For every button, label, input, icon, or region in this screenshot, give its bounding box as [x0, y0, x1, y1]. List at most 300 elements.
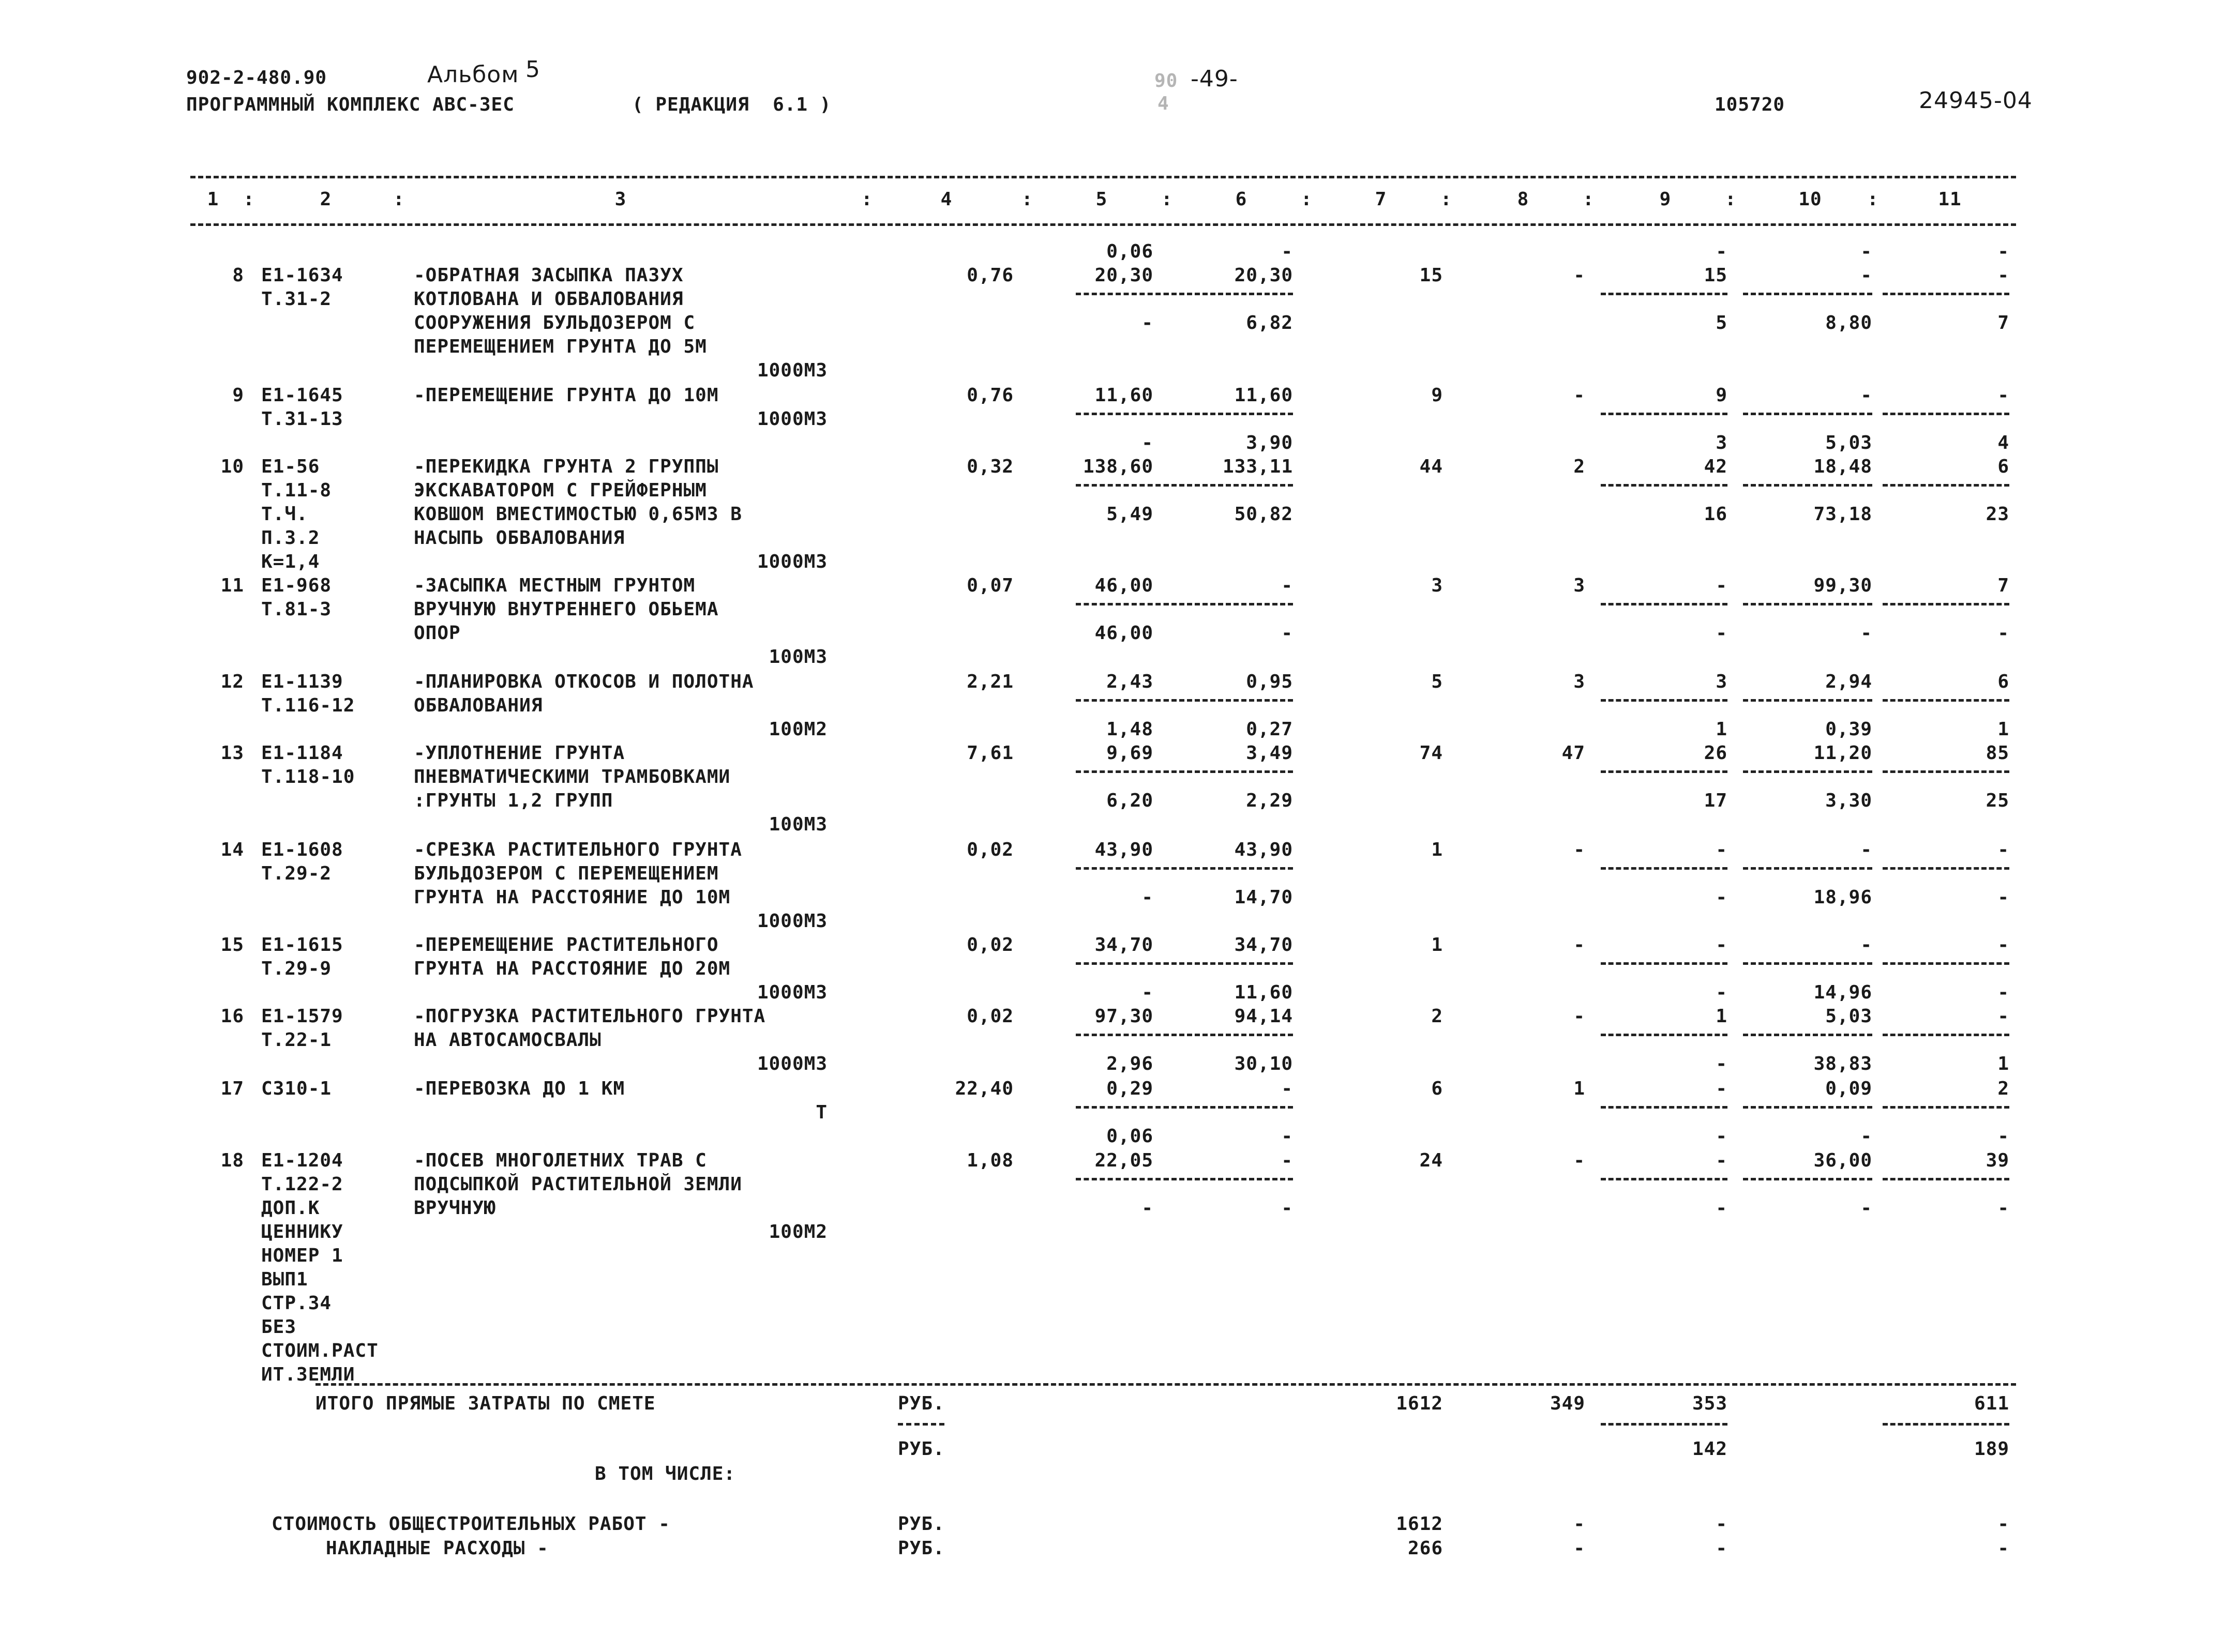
totals-labor-col9: 142 — [1692, 1438, 1727, 1460]
row-labor-value-l9: - — [1716, 982, 1727, 1003]
row-value-c5: 2,43 — [1106, 671, 1153, 692]
row-value-c9: 9 — [1716, 385, 1727, 406]
row-value-c10: 36,00 — [1813, 1150, 1872, 1171]
row-code-line: ДОП.К — [261, 1198, 320, 1219]
doc-code: 902-2-480.90 — [186, 67, 327, 88]
row-labor-value-l11: 7 — [1997, 312, 2009, 334]
code-2: 24945-04 — [1919, 87, 2033, 114]
column-separator: : — [1440, 189, 1452, 210]
cell-divider — [1076, 293, 1177, 295]
row-unit: 1000М3 — [757, 360, 828, 381]
row-value-c8: 3 — [1573, 575, 1585, 596]
row-description-line: ПНЕВМАТИЧЕСКИМИ ТРАМБОВКАМИ — [414, 766, 731, 787]
row-code-line: К=1,4 — [261, 551, 320, 572]
row-labor-value-l10: 8,80 — [1825, 312, 1872, 334]
cell-divider — [1164, 293, 1293, 295]
row-value-c8: - — [1573, 1150, 1585, 1171]
row-unit: 100М2 — [769, 719, 828, 740]
row-labor-value-l5: 1,48 — [1106, 719, 1153, 740]
row-value-c6: 34,70 — [1234, 934, 1293, 956]
cell-divider — [1601, 293, 1727, 295]
row-value-c6: - — [1281, 1078, 1293, 1099]
column-separator: : — [861, 189, 873, 210]
cell-divider — [1601, 1106, 1727, 1109]
row-pre-value: - — [1281, 241, 1293, 262]
row-value-c11: 85 — [1986, 742, 2009, 764]
row-unit: 100М3 — [769, 646, 828, 668]
row-value-c7: 1 — [1431, 839, 1443, 860]
cell-divider — [1743, 293, 1872, 295]
column-header-10: 10 — [1798, 189, 1822, 210]
row-code-line: Т.29-9 — [261, 958, 332, 979]
row-description-line: -ПОГРУЗКА РАСТИТЕЛЬНОГО ГРУНТА — [414, 1006, 766, 1027]
faint-mark-2: 4 — [1157, 93, 1169, 114]
column-separator: : — [1301, 189, 1313, 210]
cell-divider — [1743, 1034, 1872, 1036]
overhead-col7: 266 — [1407, 1538, 1443, 1559]
column-header-6: 6 — [1235, 189, 1247, 210]
row-labor-value-l9: - — [1716, 1053, 1727, 1074]
row-value-c11: - — [1997, 934, 2009, 956]
row-description-line: -УПЛОТНЕНИЕ ГРУНТА — [414, 742, 625, 764]
row-value-c8: - — [1573, 265, 1585, 286]
row-value-c4: 0,76 — [967, 265, 1014, 286]
row-description-line: ПЕРЕМЕЩЕНИЕМ ГРУНТА ДО 5М — [414, 336, 707, 357]
row-number: 8 — [232, 265, 244, 286]
row-unit: 100М2 — [769, 1221, 828, 1242]
row-value-c9: 1 — [1716, 1006, 1727, 1027]
row-value-c11: 7 — [1997, 575, 2009, 596]
totals-col11: 611 — [1974, 1393, 2009, 1414]
row-unit: 1000М3 — [757, 911, 828, 932]
row-code-line: Т.29-2 — [261, 863, 332, 884]
cell-divider — [1076, 1106, 1177, 1109]
row-value-c4: 0,02 — [967, 934, 1014, 956]
row-value-c4: 0,02 — [967, 1006, 1014, 1027]
row-labor-value-l9: 17 — [1704, 790, 1727, 811]
row-value-c8: 3 — [1573, 671, 1585, 692]
row-value-c7: 1 — [1431, 934, 1443, 956]
including-label: В ТОМ ЧИСЛЕ: — [595, 1463, 736, 1484]
row-value-c9: - — [1716, 1150, 1727, 1171]
column-header-1: 1 — [207, 189, 219, 210]
totals-currency: РУБ. — [898, 1393, 945, 1414]
row-description-line: НА АВТОСАМОСВАЛЫ — [414, 1029, 602, 1051]
row-description-line: ГРУНТА НА РАССТОЯНИЕ ДО 10М — [414, 887, 731, 908]
cell-divider — [1164, 962, 1293, 965]
cell-divider — [1883, 1034, 2009, 1036]
row-description-line: -ПЕРЕМЕЩЕНИЕ РАСТИТЕЛЬНОГО — [414, 934, 719, 956]
row-description-line: БУЛЬДОЗЕРОМ С ПЕРЕМЕЩЕНИЕМ — [414, 863, 719, 884]
row-number: 16 — [220, 1006, 244, 1027]
faint-mark: 90 — [1154, 70, 1178, 92]
cell-divider — [1601, 699, 1727, 702]
totals-label: ИТОГО ПРЯМЫЕ ЗАТРАТЫ ПО СМЕТЕ — [315, 1393, 656, 1414]
column-header-9: 9 — [1659, 189, 1672, 210]
row-description-line: КОВШОМ ВМЕСТИМОСТЬЮ 0,65М3 В — [414, 504, 742, 525]
cell-divider — [1743, 1106, 1872, 1109]
row-value-c5: 46,00 — [1094, 575, 1153, 596]
row-code-line: Т.81-3 — [261, 599, 332, 620]
row-value-c9: - — [1716, 575, 1727, 596]
cell-divider — [1601, 1034, 1727, 1036]
cell-divider — [1743, 962, 1872, 965]
row-value-c8: - — [1573, 934, 1585, 956]
totals-currency-rule — [898, 1423, 944, 1426]
album-word: Альбом — [427, 62, 519, 88]
row-code-line: П.3.2 — [261, 527, 320, 549]
row-value-c6: 20,30 — [1234, 265, 1293, 286]
row-value-c7: 9 — [1431, 385, 1443, 406]
column-header-5: 5 — [1095, 189, 1108, 210]
row-description-line: -ЗАСЫПКА МЕСТНЫМ ГРУНТОМ — [414, 575, 696, 596]
cell-divider — [1601, 962, 1727, 965]
row-value-c8: 2 — [1573, 456, 1585, 477]
row-labor-value-l11: - — [1997, 887, 2009, 908]
row-value-c11: - — [1997, 839, 2009, 860]
row-unit: 1000М3 — [757, 982, 828, 1003]
row-value-c6: - — [1281, 1150, 1293, 1171]
row-description-line: :ГРУНТЫ 1,2 ГРУПП — [414, 790, 613, 811]
row-description-line: -ПОСЕВ МНОГОЛЕТНИХ ТРАВ С — [414, 1150, 707, 1171]
row-value-c9: - — [1716, 934, 1727, 956]
column-header-2: 2 — [320, 189, 332, 210]
row-value-c10: 5,03 — [1825, 1006, 1872, 1027]
cell-divider — [1883, 1178, 2009, 1180]
row-description-line: КОТЛОВАНА И ОБВАЛОВАНИЯ — [414, 289, 684, 310]
row-labor-value-l10: 14,96 — [1813, 982, 1872, 1003]
row-unit: 1000М3 — [757, 408, 828, 430]
column-separator: : — [1867, 189, 1879, 210]
row-value-c8: - — [1573, 1006, 1585, 1027]
row-value-c7: 3 — [1431, 575, 1443, 596]
row-description-line: -ПЕРЕМЕЩЕНИЕ ГРУНТА ДО 10М — [414, 385, 719, 406]
row-labor-value-l10: 38,83 — [1813, 1053, 1872, 1074]
row-value-c9: 3 — [1716, 671, 1727, 692]
row-labor-value-l6: 14,70 — [1234, 887, 1293, 908]
row-labor-value-l6: - — [1281, 1126, 1293, 1147]
cell-divider — [1743, 413, 1872, 415]
row-value-c11: 6 — [1997, 671, 2009, 692]
row-value-c5: 97,30 — [1094, 1006, 1153, 1027]
row-value-c7: 74 — [1419, 742, 1443, 764]
row-labor-value-l9: - — [1716, 1126, 1727, 1147]
row-labor-value-l5: 46,00 — [1094, 623, 1153, 644]
row-description-line: -ОБРАТНАЯ ЗАСЫПКА ПАЗУХ — [414, 265, 684, 286]
cell-divider — [1164, 1106, 1293, 1109]
row-value-c7: 15 — [1419, 265, 1443, 286]
row-value-c4: 0,32 — [967, 456, 1014, 477]
row-labor-value-l11: 4 — [1997, 432, 2009, 453]
row-code-line: Е1-1634 — [261, 265, 343, 286]
cell-divider — [1076, 770, 1177, 773]
column-header-3: 3 — [614, 189, 627, 210]
row-value-c10: - — [1860, 385, 1872, 406]
row-labor-value-l6: 30,10 — [1234, 1053, 1293, 1074]
general-works-col11: - — [1997, 1513, 2009, 1535]
page-number: -49- — [1191, 66, 1238, 92]
header-top-rule — [190, 176, 2016, 178]
row-value-c4: 0,76 — [967, 385, 1014, 406]
cell-divider — [1076, 484, 1177, 487]
row-code-line: Е1-1579 — [261, 1006, 343, 1027]
totals-col7: 1612 — [1396, 1393, 1443, 1414]
row-value-c9: - — [1716, 1078, 1727, 1099]
cell-divider — [1743, 603, 1872, 605]
row-value-c8: 47 — [1561, 742, 1585, 764]
row-code-line: Т.116-12 — [261, 695, 355, 716]
row-labor-value-l9: - — [1716, 1198, 1727, 1219]
album-number: 5 — [525, 56, 540, 83]
row-labor-value-l10: - — [1860, 623, 1872, 644]
row-value-c10: - — [1860, 839, 1872, 860]
cell-divider — [1164, 699, 1293, 702]
row-value-c10: - — [1860, 265, 1872, 286]
row-number: 17 — [220, 1078, 244, 1099]
row-number: 9 — [232, 385, 244, 406]
row-value-c11: 2 — [1997, 1078, 2009, 1099]
row-value-c11: - — [1997, 265, 2009, 286]
cell-divider — [1601, 484, 1727, 487]
row-value-c6: 94,14 — [1234, 1006, 1293, 1027]
row-code-line: Е1-56 — [261, 456, 320, 477]
row-code-line: Е1-1615 — [261, 934, 343, 956]
cell-divider — [1883, 770, 2009, 773]
row-value-c6: 3,49 — [1246, 742, 1293, 764]
row-code-line: ИТ.ЗЕМЛИ — [261, 1364, 355, 1385]
row-labor-value-l11: 25 — [1986, 790, 2009, 811]
row-code-line: СТР.34 — [261, 1293, 332, 1314]
totals-labor-col11: 189 — [1974, 1438, 2009, 1460]
row-value-c4: 2,21 — [967, 671, 1014, 692]
row-value-c8: - — [1573, 385, 1585, 406]
row-labor-value-l11: - — [1997, 982, 2009, 1003]
row-value-c9: 15 — [1704, 265, 1727, 286]
row-labor-value-l10: - — [1860, 1126, 1872, 1147]
row-value-c10: 99,30 — [1813, 575, 1872, 596]
row-labor-value-l9: 5 — [1716, 312, 1727, 334]
row-value-c6: - — [1281, 575, 1293, 596]
row-pre-value: 0,06 — [1106, 241, 1153, 262]
header-bottom-rule — [190, 223, 2016, 226]
row-value-c8: 1 — [1573, 1078, 1585, 1099]
row-value-c4: 0,02 — [967, 839, 1014, 860]
row-code-line: Е1-1645 — [261, 385, 343, 406]
row-value-c5: 0,29 — [1106, 1078, 1153, 1099]
row-labor-value-l11: - — [1997, 1198, 2009, 1219]
row-pre-value: - — [1997, 241, 2009, 262]
row-pre-value: - — [1860, 241, 1872, 262]
cell-divider — [1164, 413, 1293, 415]
row-labor-value-l11: 1 — [1997, 719, 2009, 740]
general-works-label: СТОИМОСТЬ ОБЩЕСТРОИТЕЛЬНЫХ РАБОТ - — [272, 1513, 670, 1535]
row-value-c11: - — [1997, 1006, 2009, 1027]
row-labor-value-l10: 73,18 — [1813, 504, 1872, 525]
row-value-c6: 0,95 — [1246, 671, 1293, 692]
edition: ( РЕДАКЦИЯ 6.1 ) — [632, 94, 832, 115]
general-works-col9: - — [1716, 1513, 1727, 1535]
row-value-c7: 5 — [1431, 671, 1443, 692]
cell-divider — [1076, 1034, 1177, 1036]
program-name: ПРОГРАММНЫЙ КОМПЛЕКС АВС-3ЕС — [186, 94, 515, 115]
row-labor-value-l5: - — [1141, 1198, 1153, 1219]
row-description-line: ВРУЧНУЮ — [414, 1198, 496, 1219]
row-description-line: ПОДСЫПКОЙ РАСТИТЕЛЬНОЙ ЗЕМЛИ — [414, 1174, 742, 1195]
row-description-line: ОПОР — [414, 623, 461, 644]
row-labor-value-l6: 11,60 — [1234, 982, 1293, 1003]
row-description-line: ВРУЧНУЮ ВНУТРЕННЕГО ОБЬЕМА — [414, 599, 719, 620]
row-value-c4: 22,40 — [955, 1078, 1014, 1099]
row-value-c10: - — [1860, 934, 1872, 956]
row-number: 12 — [220, 671, 244, 692]
row-description-line: НАСЫПЬ ОБВАЛОВАНИЯ — [414, 527, 625, 549]
row-value-c6: 43,90 — [1234, 839, 1293, 860]
cell-divider — [1743, 484, 1872, 487]
row-labor-value-l9: 1 — [1716, 719, 1727, 740]
row-labor-value-l5: 0,06 — [1106, 1126, 1153, 1147]
row-value-c5: 34,70 — [1094, 934, 1153, 956]
row-pre-value: - — [1716, 241, 1727, 262]
row-value-c10: 18,48 — [1813, 456, 1872, 477]
totals-rule — [315, 1383, 2016, 1386]
cell-divider — [1164, 1178, 1293, 1180]
cell-divider — [1601, 603, 1727, 605]
cell-divider — [1076, 699, 1177, 702]
row-value-c11: 39 — [1986, 1150, 2009, 1171]
cell-divider — [1076, 867, 1177, 870]
cell-divider — [1164, 484, 1293, 487]
row-unit: 1000М3 — [757, 1053, 828, 1074]
cell-divider — [1743, 867, 1872, 870]
row-value-c5: 9,69 — [1106, 742, 1153, 764]
column-separator: : — [1021, 189, 1033, 210]
row-number: 15 — [220, 934, 244, 956]
row-labor-value-l5: - — [1141, 982, 1153, 1003]
row-labor-value-l5: 5,49 — [1106, 504, 1153, 525]
row-description-line: ЭКСКАВАТОРОМ С ГРЕЙФЕРНЫМ — [414, 480, 707, 501]
row-value-c4: 1,08 — [967, 1150, 1014, 1171]
cell-divider — [1164, 867, 1293, 870]
cell-divider — [1601, 770, 1727, 773]
row-description-line: -СРЕЗКА РАСТИТЕЛЬНОГО ГРУНТА — [414, 839, 742, 860]
row-labor-value-l10: 0,39 — [1825, 719, 1872, 740]
row-labor-value-l5: 2,96 — [1106, 1053, 1153, 1074]
cell-divider — [1076, 603, 1177, 605]
totals-col11-rule — [1883, 1423, 2009, 1426]
row-labor-value-l11: 23 — [1986, 504, 2009, 525]
cell-divider — [1164, 1034, 1293, 1036]
row-code-line: СТОИМ.РАСТ — [261, 1340, 379, 1361]
row-description-line: -ПЕРЕКИДКА ГРУНТА 2 ГРУППЫ — [414, 456, 719, 477]
cell-divider — [1743, 1178, 1872, 1180]
row-labor-value-l9: - — [1716, 623, 1727, 644]
row-code-line: ВЫП1 — [261, 1269, 308, 1290]
row-value-c4: 0,07 — [967, 575, 1014, 596]
cell-divider — [1076, 413, 1177, 415]
row-value-c10: 2,94 — [1825, 671, 1872, 692]
cell-divider — [1601, 413, 1727, 415]
row-code-line: ЦЕННИКУ — [261, 1221, 343, 1242]
row-value-c4: 7,61 — [967, 742, 1014, 764]
row-code-line: Е1-1204 — [261, 1150, 343, 1171]
cell-divider — [1883, 962, 2009, 965]
row-labor-value-l11: - — [1997, 1126, 2009, 1147]
cell-divider — [1883, 867, 2009, 870]
row-value-c8: - — [1573, 839, 1585, 860]
row-labor-value-l9: 16 — [1704, 504, 1727, 525]
row-labor-value-l5: 6,20 — [1106, 790, 1153, 811]
row-code-line: Т.11-8 — [261, 480, 332, 501]
row-code-line: Е1-1139 — [261, 671, 343, 692]
row-value-c5: 138,60 — [1083, 456, 1153, 477]
row-labor-value-l11: - — [1997, 623, 2009, 644]
totals-col9-rule — [1601, 1423, 1727, 1426]
cell-divider — [1883, 293, 2009, 295]
cell-divider — [1164, 603, 1293, 605]
column-separator: : — [1725, 189, 1737, 210]
row-labor-value-l6: - — [1281, 623, 1293, 644]
cell-divider — [1743, 770, 1872, 773]
code-1: 105720 — [1715, 94, 1785, 115]
row-labor-value-l6: - — [1281, 1198, 1293, 1219]
row-number: 11 — [220, 575, 244, 596]
row-description-line: -ПЛАНИРОВКА ОТКОСОВ И ПОЛОТНА — [414, 671, 754, 692]
overhead-currency: РУБ. — [898, 1538, 945, 1559]
cell-divider — [1883, 413, 2009, 415]
row-labor-value-l10: - — [1860, 1198, 1872, 1219]
row-value-c11: - — [1997, 385, 2009, 406]
general-works-col7: 1612 — [1396, 1513, 1443, 1535]
row-unit: 1000М3 — [757, 551, 828, 572]
column-header-11: 11 — [1938, 189, 1962, 210]
column-header-4: 4 — [940, 189, 953, 210]
row-value-c5: 43,90 — [1094, 839, 1153, 860]
row-value-c5: 11,60 — [1094, 385, 1153, 406]
row-code-line: Т.122-2 — [261, 1174, 343, 1195]
row-labor-value-l5: - — [1141, 432, 1153, 453]
totals-col8: 349 — [1550, 1393, 1585, 1414]
cell-divider — [1076, 962, 1177, 965]
row-value-c6: 11,60 — [1234, 385, 1293, 406]
row-description-line: -ПЕРЕВОЗКА ДО 1 КМ — [414, 1078, 625, 1099]
row-value-c11: 6 — [1997, 456, 2009, 477]
cell-divider — [1883, 1106, 2009, 1109]
column-header-7: 7 — [1375, 189, 1387, 210]
row-labor-value-l9: - — [1716, 887, 1727, 908]
row-code-line: Е1-1608 — [261, 839, 343, 860]
row-value-c5: 20,30 — [1094, 265, 1153, 286]
row-code-line: Т.31-13 — [261, 408, 343, 430]
totals-currency-2: РУБ. — [898, 1438, 945, 1460]
row-value-c10: 0,09 — [1825, 1078, 1872, 1099]
row-number: 18 — [220, 1150, 244, 1171]
overhead-col11: - — [1997, 1538, 2009, 1559]
row-number: 13 — [220, 742, 244, 764]
row-value-c9: 42 — [1704, 456, 1727, 477]
overhead-col9: - — [1716, 1538, 1727, 1559]
row-value-c7: 44 — [1419, 456, 1443, 477]
row-labor-value-l5: - — [1141, 312, 1153, 334]
row-code-line: С310-1 — [261, 1078, 332, 1099]
row-code-line: Е1-968 — [261, 575, 332, 596]
row-code-line: Е1-1184 — [261, 742, 343, 764]
column-separator: : — [1161, 189, 1173, 210]
row-value-c9: - — [1716, 839, 1727, 860]
row-labor-value-l10: 18,96 — [1813, 887, 1872, 908]
row-labor-value-l10: 5,03 — [1825, 432, 1872, 453]
row-labor-value-l6: 0,27 — [1246, 719, 1293, 740]
row-value-c7: 2 — [1431, 1006, 1443, 1027]
